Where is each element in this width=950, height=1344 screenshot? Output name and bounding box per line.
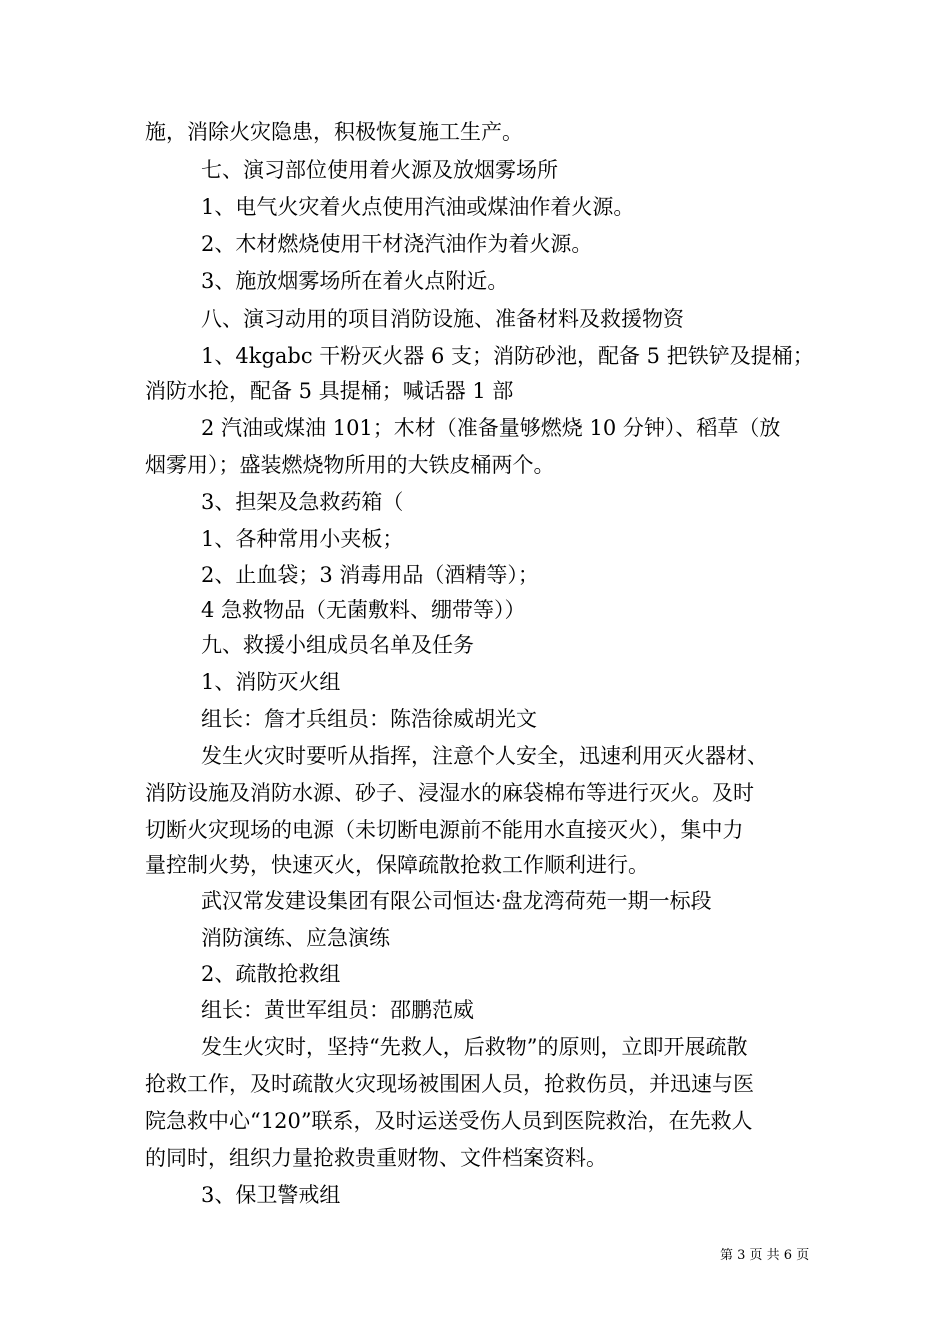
text-line: 2、止血袋；3 消毒用品（酒精等）；	[201, 563, 539, 587]
text-line: 消防演练、应急演练	[201, 926, 390, 950]
text-line: 抢救工作，及时疏散火灾现场被围困人员，抢救伤员，并迅速与医	[145, 1072, 754, 1096]
section-heading: 八、演习动用的项目消防设施、准备材料及救援物资	[201, 307, 684, 331]
text-line: 3、担架及急救药箱（	[201, 490, 404, 514]
text-line: 武汉常发建设集团有限公司恒达·盘龙湾荷苑一期一标段	[201, 889, 712, 913]
text-line: 1、电气火灾着火点使用汽油或煤油作着火源。	[201, 195, 635, 219]
section-heading: 九、救援小组成员名单及任务	[201, 633, 474, 657]
text-line: 1、4kgabc 干粉灭火器 6 支；消防砂池，配备 5 把铁铲及提桶；	[201, 344, 814, 368]
text-line: 院急救中心“120”联系，及时运送受伤人员到医院救治，在先救人	[145, 1109, 753, 1133]
text-line: 消防水抢，配备 5 具提桶；喊话器 1 部	[145, 379, 514, 403]
section-heading: 七、演习部位使用着火源及放烟雾场所	[201, 158, 558, 182]
text-line: 组长：黄世军组员：邵鹏范威	[201, 998, 474, 1022]
text-line: 1、各种常用小夹板；	[201, 527, 404, 551]
text-line: 烟雾用）；盛装燃烧物所用的大铁皮桶两个。	[145, 453, 555, 477]
text-line: 切断火灾现场的电源（未切断电源前不能用水直接灭火），集中力	[145, 818, 744, 842]
text-line: 发生火灾时要听从指挥，注意个人安全，迅速利用灭火器材、	[201, 744, 768, 768]
subsection-heading: 1、消防灭火组	[201, 670, 341, 694]
text-line: 消防设施及消防水源、砂子、浸湿水的麻袋棉布等进行灭火。及时	[145, 781, 754, 805]
subsection-heading: 3、保卫警戒组	[201, 1183, 341, 1207]
page-number-footer: 第 3 页 共 6 页	[720, 1248, 810, 1263]
subsection-heading: 2、疏散抢救组	[201, 962, 341, 986]
text-line: 施，消除火灾隐患，积极恢复施工生产。	[145, 120, 523, 144]
text-line: 发生火灾时，坚持“先救人，后救物”的原则，立即开展疏散	[201, 1035, 748, 1059]
text-line: 组长：詹才兵组员：陈浩徐威胡光文	[201, 707, 537, 731]
text-line: 2、木材燃烧使用干材浇汽油作为着火源。	[201, 232, 593, 256]
text-line: 2 汽油或煤油 101；木材（准备量够燃烧 10 分钟）、稻草（放	[201, 416, 781, 440]
text-line: 4 急救物品（无菌敷料、绷带等））	[201, 598, 526, 622]
text-line: 的同时，组织力量抢救贵重财物、文件档案资料。	[145, 1146, 607, 1170]
text-line: 量控制火势，快速灭火，保障疏散抢救工作顺利进行。	[145, 853, 649, 877]
text-line: 3、施放烟雾场所在着火点附近。	[201, 269, 509, 293]
